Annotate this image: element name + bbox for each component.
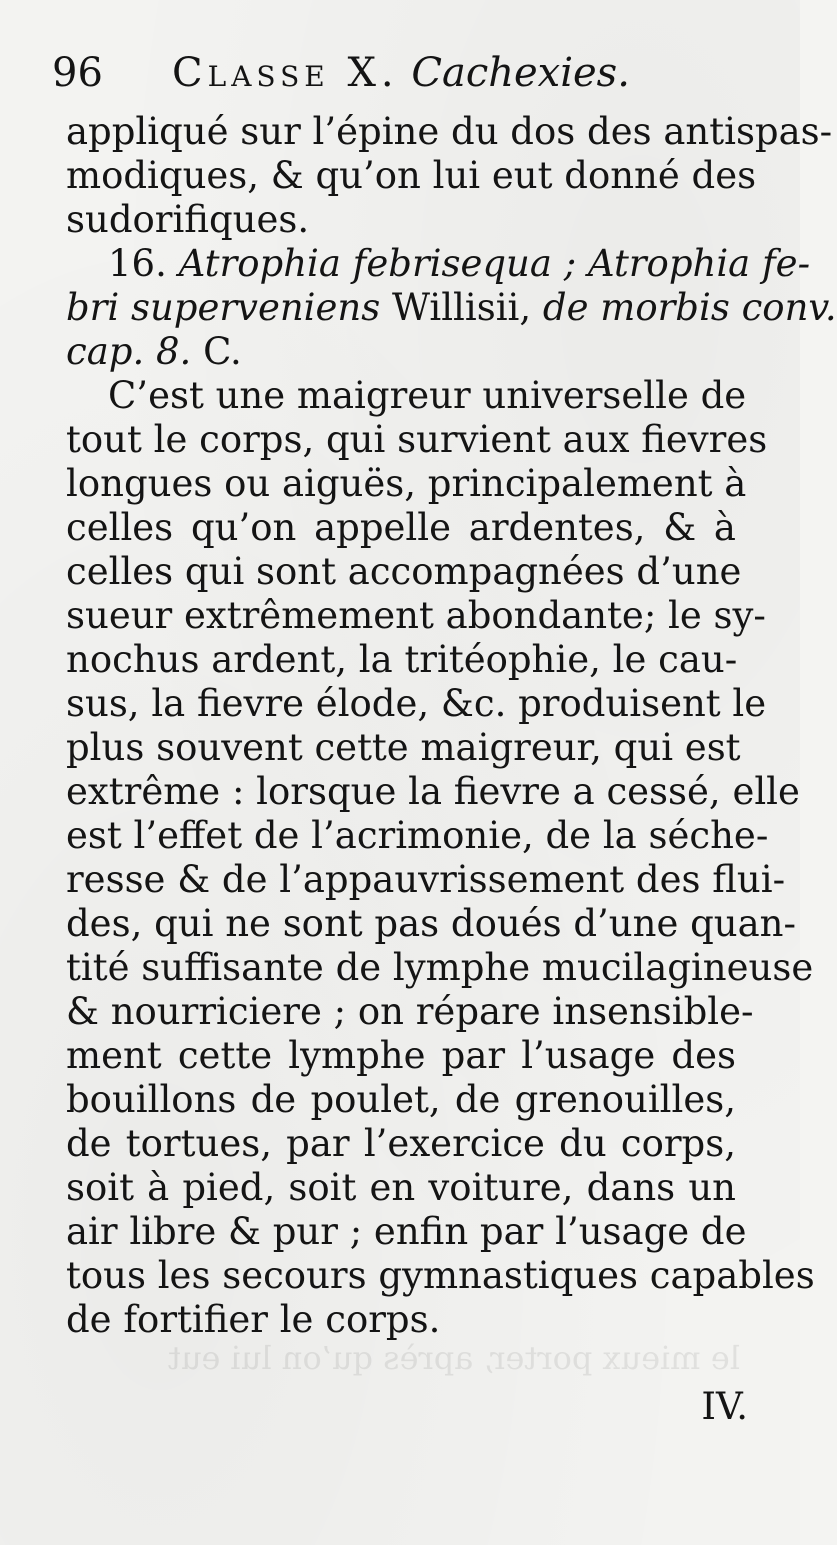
text-line: modiques, & qu’on lui eut donné des [66,154,757,197]
text-line: plus souvent cette maigreur, qui est [66,726,741,769]
class-label: Classe X. [172,50,399,96]
text-line: de tortues, par l’exercice du corps, [66,1122,736,1165]
text-line: sueur extrêmement abondante; le sy- [66,594,766,637]
text-line: tité suffisante de lymphe mucilagineuse [66,946,814,989]
bleed-through-text: le mieux porter, après qu’on lui eut [167,1339,740,1377]
catchword: IV. [701,1385,748,1428]
text-line: sudorifiques. [66,198,310,241]
text-line: celles qu’on appelle ardentes, & à [66,506,736,549]
text-line: C’est une maigreur universelle de [108,374,747,417]
text-line: tout le corps, qui survient aux fievres [66,418,768,461]
running-head [172,48,630,98]
text-line: celles qui sont accompagnées d’une [66,550,742,593]
text-line: des, qui ne sont pas doués d’une quan- [66,902,797,945]
text-line: ment cette lymphe par l’usage des [66,1034,736,1077]
text-line: tous les secours gymnastiques capables [66,1254,815,1297]
entry-title: Atrophia febrisequa ; Atrophia fe- [178,242,811,285]
text-line: soit à pied, soit en voiture, dans un [66,1166,736,1209]
text-line: sus, la fievre élode, &c. produisent le [66,682,767,725]
section-title: Cachexies. [411,50,630,96]
entry-heading-line [108,242,811,286]
text-line: extrême : lorsque la fievre a cessé, elle [66,770,800,813]
page-number: 96 [52,50,103,96]
entry-number: 16. [108,242,167,285]
text-line: air libre & pur ; enfin par l’usage de [66,1210,747,1253]
text-line: nochus ardent, la tritéophie, le cau- [66,638,738,681]
entry-heading-line: bri superveniens Willisii, de morbis conv. [66,286,837,329]
text-line: resse & de l’appauvrissement des flui- [66,858,786,901]
text-line: & nourriciere ; on répare insensible- [66,990,754,1033]
text-line: longues ou aiguës, principalement à [66,462,747,505]
text-line: appliqué sur l’épine du dos des antispas- [66,110,833,153]
text-line: bouillons de poulet, de grenouilles, [66,1078,736,1121]
entry-heading-line: cap. 8. C. [66,330,242,373]
text-line: est l’effet de l’acrimonie, de la séche- [66,814,769,857]
text-line: de fortifier le corps. [66,1298,441,1341]
